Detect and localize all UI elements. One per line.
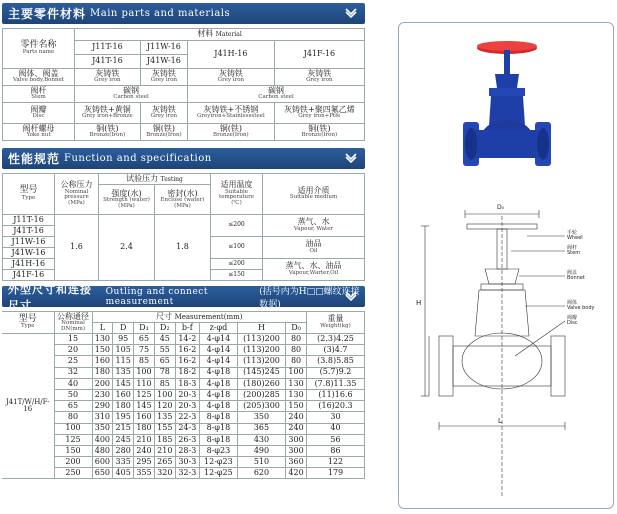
- part-name-cell: 阀瓣 Disc: [3, 103, 75, 124]
- dim-cell: 125: [54, 434, 92, 445]
- dim-cell: 160: [92, 356, 113, 367]
- dimensions-title-en: Outling and connect measurement: [105, 286, 208, 307]
- dim-cell: 160: [134, 412, 155, 423]
- dim-cell: 290: [92, 401, 113, 412]
- dim-cell: 18-3: [175, 378, 199, 389]
- dim-cell: 8-φ18: [199, 412, 237, 423]
- nominal-header: 公称压力 Nominal pressure (MPa): [55, 174, 99, 215]
- dim-cell: 45: [154, 334, 175, 345]
- table-row: 阀杆 Stem 碳钢 Carbon steel 碳钢 Carbon steel: [3, 86, 365, 103]
- drawing-label-l: L: [498, 417, 502, 425]
- dim-cell: 4-φ18: [199, 378, 237, 389]
- dim-cell: 12-φ23: [199, 457, 237, 468]
- dim-cell: 85: [154, 378, 175, 389]
- dimensions-section-header: [2, 282, 365, 312]
- testing-header: 试验压力 Testing: [99, 174, 211, 185]
- dim-col-header: L: [92, 323, 113, 334]
- dim-cell: 14-2: [175, 334, 199, 345]
- dim-cell: 26-3: [175, 434, 199, 445]
- medium-header: 适用介质 Suitable medium: [263, 174, 365, 215]
- dim-cell: 40: [54, 378, 92, 389]
- dim-cell: 20: [54, 345, 92, 356]
- table-row: J11T-16 1.6 2.4 1.8 ≤200 蒸气、水 Vapour, Water: [3, 215, 365, 226]
- dim-cell: 250: [54, 468, 92, 479]
- dim-cell: 24-3: [175, 423, 199, 434]
- dim-cell: 55: [154, 345, 175, 356]
- dim-cell: 130: [92, 334, 113, 345]
- table-row: [2, 468, 365, 479]
- dim-cell: 40: [307, 423, 365, 434]
- dim-cell: 4-φ14: [199, 334, 237, 345]
- dim-cell: 160: [113, 389, 134, 400]
- dim-cell: 145: [113, 378, 134, 389]
- material-header: 材料 Material: [75, 29, 365, 41]
- dim-cell: 335: [113, 457, 134, 468]
- dim-cell: 8-φ18: [199, 434, 237, 445]
- dim-col-header: D₀: [286, 323, 307, 334]
- dim-cell: 320: [154, 468, 175, 479]
- dim-cell: 650: [92, 468, 113, 479]
- dim-cell: (205)300: [237, 401, 285, 412]
- drawing-label-stem: 阀杆 Stem: [567, 245, 581, 256]
- dim-cell: 8-φ23: [199, 445, 237, 456]
- valve-photo: [455, 30, 555, 190]
- dim-cell: 130: [286, 389, 307, 400]
- dim-col-header: D₂: [154, 323, 175, 334]
- strength-value: 2.4: [99, 215, 155, 281]
- table-row: [2, 457, 365, 468]
- part-name-cell: 阀杆 Stem: [3, 86, 75, 103]
- dim-cell: (113)200: [237, 356, 285, 367]
- dim-cell: 155: [154, 423, 175, 434]
- dim-cell: 350: [237, 412, 285, 423]
- dim-col-header: D₁: [134, 323, 155, 334]
- dimensions-title-cn: 外型尺寸和连接尺寸: [8, 282, 92, 312]
- dim-cell: 4-φ18: [199, 401, 237, 412]
- dim-cell: 28-3: [175, 445, 199, 456]
- dim-cell: 125: [134, 389, 155, 400]
- dim-cell: 200: [92, 378, 113, 389]
- dim-cell: 8-φ18: [199, 423, 237, 434]
- dim-cell: (180)260: [237, 378, 285, 389]
- dim-cell: 100: [286, 367, 307, 378]
- model-cell: J41W-16: [140, 55, 187, 69]
- dim-type-header: 型号 Type: [2, 312, 54, 334]
- dim-col-header: b-f: [175, 323, 199, 334]
- dim-cell: 300: [286, 445, 307, 456]
- dim-cell: 355: [134, 468, 155, 479]
- dim-cell: 480: [92, 445, 113, 456]
- table-row: [2, 389, 365, 400]
- dim-cell: 150: [92, 345, 113, 356]
- weight-header: 重量 Weight(kg): [307, 312, 365, 334]
- dim-cell: 195: [113, 412, 134, 423]
- drawing-label-disc: 阀瓣 Disc: [567, 315, 578, 326]
- dim-cell: (113)200: [237, 345, 285, 356]
- dim-cell: 180: [92, 367, 113, 378]
- table-row: 阀瓣 Disc 灰铸铁+黄铜 Grey iron+Bronze 灰铸铁 Grey iron 灰铸铁+不锈钢 Greyiron+Stainlesssteel 灰铸铁+聚四氟乙烯 Grey iron+Ptfe: [3, 103, 365, 124]
- table-row: 阀体、阀盖 Valve body,Bonnet 灰铸铁 Grey iron 灰铸铁 Grey iron 灰铸铁 Grey iron 灰铸铁 Grey iron: [3, 69, 365, 86]
- materials-title-cn: 主要零件材料: [8, 7, 87, 21]
- measurement-header: 尺寸 Measurement(mm): [92, 312, 307, 323]
- dim-cell: 280: [113, 445, 134, 456]
- dim-col-header: z-φd: [199, 323, 237, 334]
- dim-cell: 200: [54, 457, 92, 468]
- dim-cell: 105: [113, 345, 134, 356]
- dim-cell: 185: [154, 434, 175, 445]
- table-row: [2, 401, 365, 412]
- dn-header: 公称通径 Nominal DN(mm): [54, 312, 92, 334]
- function-section-header: [2, 148, 365, 169]
- dim-cell: 80: [286, 334, 307, 345]
- dim-cell: 18-2: [175, 367, 199, 378]
- table-row: [2, 356, 365, 367]
- dim-cell: (11)16.6: [307, 389, 365, 400]
- valve-drawing: [415, 196, 613, 502]
- dim-cell: 65: [154, 356, 175, 367]
- dim-cell: 4-φ18: [199, 367, 237, 378]
- dim-cell: 405: [113, 468, 134, 479]
- dim-cell: 365: [237, 423, 285, 434]
- dim-cell: 20-3: [175, 401, 199, 412]
- dim-cell: 150: [286, 401, 307, 412]
- part-name-header: 零件名称 Parts name: [3, 29, 75, 69]
- table-row: [2, 345, 365, 356]
- dim-cell: 120: [154, 401, 175, 412]
- type-header: 型号 Type: [3, 174, 55, 215]
- dim-cell: 16-2: [175, 345, 199, 356]
- drawing-label-body: 阀体 Valve body: [567, 300, 595, 311]
- dim-cell: 310: [92, 412, 113, 423]
- dim-cell: 215: [113, 423, 134, 434]
- dim-cell: 265: [154, 457, 175, 468]
- dim-cell: 78: [154, 367, 175, 378]
- dim-cell: (2.3)4.25: [307, 334, 365, 345]
- dim-cell: 115: [113, 356, 134, 367]
- chevron-down-icon[interactable]: [345, 153, 357, 163]
- dim-cell: 180: [113, 401, 134, 412]
- dim-cell: 4-φ18: [199, 389, 237, 400]
- drawing-label-d0: D₀: [497, 204, 505, 211]
- dim-cell: (5.7)9.2: [307, 367, 365, 378]
- function-table: 型号 Type 公称压力 Nominal pressure (MPa) 试验压力 Testing 适用温度 Suitable temperature (℃) 适用介质 Suitable medium 强度(水) Strength (water) (MPa) 密封(水) Enclose (water) (MPa) J11T-16 1.6 2.4 1.8 ≤200 蒸气、水 Vapour, Water J41T-16 J11W-16 ≤100 油品 Oil J41W-16 J41H-16 ≤200 蒸气、水、油品 Vapour,Warter,Oil J41F-16 ≤150: [2, 173, 365, 281]
- nominal-value: 1.6: [55, 215, 99, 281]
- dim-cell: 135: [113, 367, 134, 378]
- dim-cell: 80: [286, 356, 307, 367]
- dim-cell: 179: [307, 468, 365, 479]
- part-name-cell: 阀体、阀盖 Valve body,Bonnet: [3, 69, 75, 86]
- enclose-header: 密封(水) Enclose (water) (MPa): [155, 185, 211, 215]
- table-row: [2, 412, 365, 423]
- dim-model-cell: J41T/W/H/F-16: [2, 334, 54, 479]
- dim-cell: 130: [286, 378, 307, 389]
- dim-cell: 65: [134, 334, 155, 345]
- dim-cell: 240: [134, 445, 155, 456]
- dim-cell: (113)200: [237, 334, 285, 345]
- table-row: 阀杆螺母 Yoke nut 铜(铁) Bronze(Iron) 铜(铁) Bronze(Iron) 铜(铁) Bronze(Iron) 铜(铁) Bronze(Iron): [3, 124, 365, 141]
- dim-cell: 16-2: [175, 356, 199, 367]
- dim-cell: 4-φ14: [199, 356, 237, 367]
- dim-cell: 56: [307, 434, 365, 445]
- table-row: [2, 434, 365, 445]
- dim-cell: 30: [307, 412, 365, 423]
- dim-cell: 100: [154, 389, 175, 400]
- dim-cell: 620: [237, 468, 285, 479]
- enclose-value: 1.8: [155, 215, 211, 281]
- dim-cell: 80: [286, 345, 307, 356]
- dim-cell: (7.8)11.35: [307, 378, 365, 389]
- dim-cell: 150: [54, 445, 92, 456]
- drawing-label-bonnet: 阀盖 Bonnet: [567, 270, 585, 281]
- table-row: [2, 378, 365, 389]
- chevron-down-icon[interactable]: [345, 291, 357, 301]
- function-title-en: Function and specification: [64, 153, 212, 164]
- model-cell: J41H-16: [188, 41, 275, 69]
- dim-cell: 75: [134, 345, 155, 356]
- dim-cell: 230: [92, 389, 113, 400]
- left-column: [2, 3, 365, 479]
- dim-cell: 400: [92, 434, 113, 445]
- dim-cell: 110: [134, 378, 155, 389]
- dim-cell: 122: [307, 457, 365, 468]
- table-row: [2, 334, 365, 345]
- dim-cell: 240: [286, 412, 307, 423]
- dim-cell: 22-3: [175, 412, 199, 423]
- dim-cell: (3.8)5.85: [307, 356, 365, 367]
- dim-cell: 15: [54, 334, 92, 345]
- drawing-label-wheel: 手轮 Wheel: [567, 230, 583, 241]
- dim-cell: 20-3: [175, 389, 199, 400]
- dim-col-header: H: [237, 323, 285, 334]
- dim-cell: 100: [54, 423, 92, 434]
- materials-section-header: [2, 3, 365, 24]
- dim-cell: 100: [134, 367, 155, 378]
- dim-cell: 350: [92, 423, 113, 434]
- strength-header: 强度(水) Strength (water) (MPa): [99, 185, 155, 215]
- model-cell: J41F-16: [274, 41, 364, 69]
- function-title-cn: 性能规范: [8, 152, 61, 166]
- dim-cell: (3)4.7: [307, 345, 365, 356]
- table-row: [2, 367, 365, 378]
- dim-cell: 210: [134, 434, 155, 445]
- dim-cell: 490: [237, 445, 285, 456]
- dim-cell: 295: [134, 457, 155, 468]
- table-row: [2, 445, 365, 456]
- materials-table: [2, 28, 365, 141]
- dim-cell: 600: [92, 457, 113, 468]
- dim-cell: 135: [154, 412, 175, 423]
- materials-title-en: Main parts and materials: [90, 8, 231, 19]
- chevron-down-icon[interactable]: [345, 8, 357, 18]
- dim-cell: (200)285: [237, 389, 285, 400]
- dim-cell: 240: [286, 423, 307, 434]
- dim-cell: 86: [307, 445, 365, 456]
- dim-cell: 145: [134, 401, 155, 412]
- dim-cell: 25: [54, 356, 92, 367]
- dim-cell: 245: [113, 434, 134, 445]
- drawing-label-h: H: [416, 299, 422, 307]
- dim-cell: 12-φ25: [199, 468, 237, 479]
- dimensions-table: [2, 311, 365, 479]
- dim-cell: 4-φ14: [199, 345, 237, 356]
- dim-cell: 85: [134, 356, 155, 367]
- dim-cell: 420: [286, 468, 307, 479]
- table-row: [2, 423, 365, 434]
- dim-cell: 510: [237, 457, 285, 468]
- dim-cell: 50: [54, 389, 92, 400]
- dim-cell: 95: [113, 334, 134, 345]
- dim-cell: 180: [134, 423, 155, 434]
- dim-col-header: D: [113, 323, 134, 334]
- dim-cell: 32-3: [175, 468, 199, 479]
- dim-cell: (145)245: [237, 367, 285, 378]
- dim-cell: (16)20.3: [307, 401, 365, 412]
- part-name-cell: 阀杆螺母 Yoke nut: [3, 124, 75, 141]
- model-cell: J41T-16: [75, 55, 141, 69]
- model-cell: J11T-16: [75, 41, 141, 55]
- dim-cell: 430: [237, 434, 285, 445]
- model-cell: J11W-16: [140, 41, 187, 55]
- dim-cell: 30-3: [175, 457, 199, 468]
- dim-cell: 65: [54, 401, 92, 412]
- temperature-header: 适用温度 Suitable temperature (℃): [211, 174, 263, 215]
- dim-cell: 80: [54, 412, 92, 423]
- dim-cell: 360: [286, 457, 307, 468]
- dim-cell: 300: [286, 434, 307, 445]
- dim-cell: 32: [54, 367, 92, 378]
- dimensions-title-note: (括号内为H□□螺纹连接数据): [259, 286, 360, 310]
- dim-cell: 210: [154, 445, 175, 456]
